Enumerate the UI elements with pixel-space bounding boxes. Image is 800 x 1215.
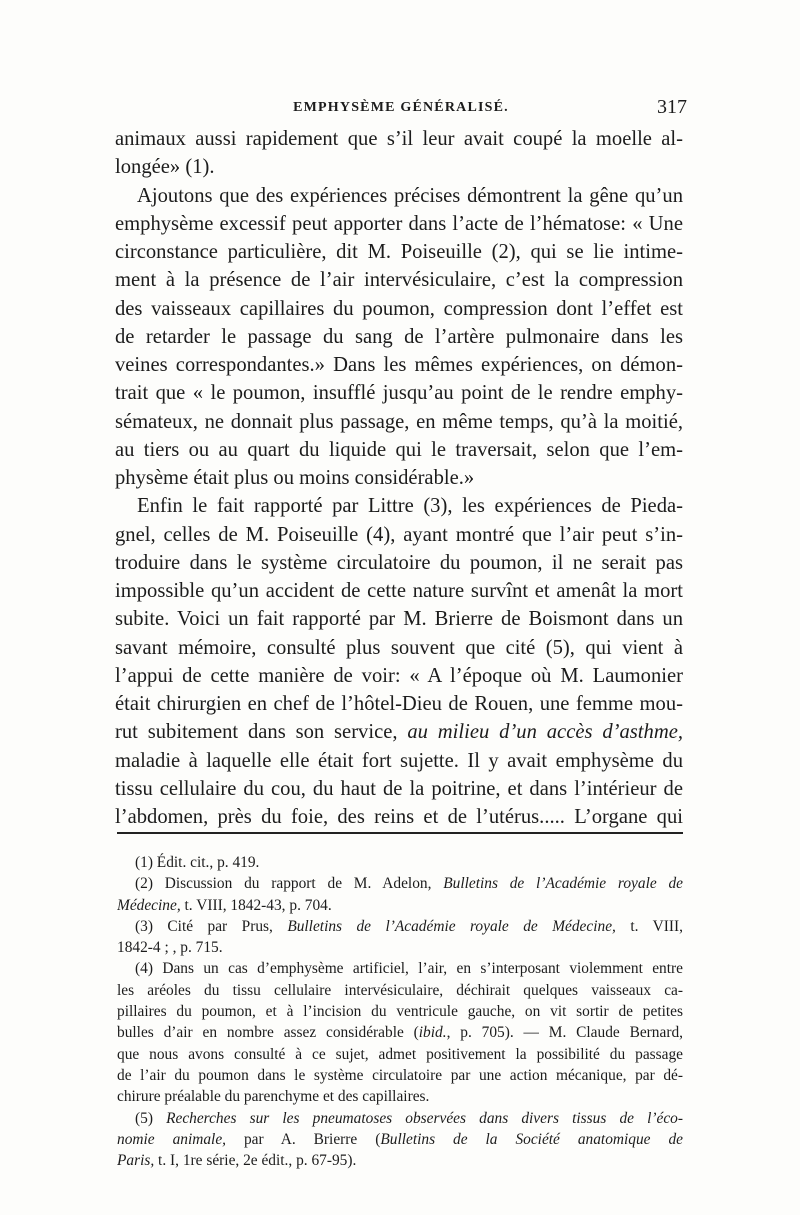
text-line — [115, 634, 683, 662]
text-segment: Enfin le fait rapporté par Littre (3), les expériences de Pieda- — [137, 495, 683, 518]
italic-text: Médecine — [117, 896, 177, 914]
text-segment: t. VIII, — [615, 917, 683, 935]
text-line — [115, 605, 683, 633]
footnote-line — [117, 937, 683, 958]
text-segment: , t. VIII, 1842-43, p. 704. — [176, 896, 332, 914]
text-segment: rut subitement dans son service, — [115, 721, 408, 744]
footnote-line — [117, 980, 683, 1001]
italic-text: Paris, — [117, 1152, 155, 1170]
text-line — [115, 153, 683, 181]
text-segment: trait que « le poumon, insufflé jusqu’au point de le rendre emphy- — [115, 382, 683, 405]
text-segment: emphysème excessif peut apporter dans l’acte de l’hématose: « Une — [115, 212, 683, 235]
text-segment: que nous avons consulté à ce sujet, admet positivement la possibilité du passage — [117, 1045, 683, 1063]
text-segment: circonstance particulière, dit M. Poiseuille (2), qui se lie intime- — [115, 241, 683, 263]
text-line — [115, 323, 683, 351]
footnote-line — [117, 1065, 683, 1086]
text-segment: bulles d’air en nombre assez considérable ( — [117, 1024, 419, 1042]
text-line — [115, 747, 683, 775]
text-segment: pillaires du poumon, et à l’incision du ventricule gauche, on vit sortir de petites — [117, 1003, 683, 1021]
footnote-line — [117, 1086, 683, 1107]
italic-text: au milieu d’un accès d’asthme, — [407, 721, 683, 744]
text-segment: l’appui de cette manière de voir: « A l’époque où M. Laumonier — [115, 664, 683, 687]
text-segment: (5) — [135, 1109, 167, 1127]
text-line — [115, 521, 683, 549]
text-line — [115, 238, 683, 266]
text-segment: (3) Cité par Prus, — [135, 917, 288, 935]
main-text — [115, 125, 683, 831]
text-segment: de retarder le passage du sang de l’artère pulmonaire dans les — [115, 325, 683, 348]
text-segment: par A. Brierre ( — [226, 1130, 381, 1148]
text-segment: subite. Voici un fait rapporté par M. Brierre de Boismont dans un — [115, 608, 683, 631]
text-segment: 1842-4 ; , p. 715. — [117, 939, 223, 957]
text-line — [115, 577, 683, 605]
text-line — [115, 464, 683, 492]
text-segment: les aréoles du tissu cellulaire intervésiculaire, déchirait quelques vaisseaux ca- — [117, 981, 683, 999]
footnote-line — [117, 1022, 683, 1043]
text-line — [115, 408, 683, 436]
text-segment: Ajoutons que des expériences précises démontrent la gêne qu’un — [137, 184, 683, 207]
text-segment: (4) Dans un cas d’emphysème artificiel, l’air, en s’interposant violemment entre — [135, 960, 683, 978]
footnote-line — [117, 1108, 683, 1129]
footnote-line — [117, 958, 683, 979]
page-header — [115, 96, 687, 120]
text-segment: longée» (1). — [115, 156, 215, 179]
text-line — [115, 295, 683, 323]
text-line — [115, 775, 683, 803]
italic-text: ibid. — [418, 1024, 447, 1042]
text-line — [115, 125, 683, 153]
text-segment: , p. 705). — M. Claude Bernard, — [446, 1024, 683, 1042]
text-segment: ment à la présence de l’air intervésiculaire, c’est la compression — [115, 269, 683, 292]
footnote-line — [117, 852, 683, 873]
footnote-line — [117, 1129, 683, 1150]
text-line — [115, 549, 683, 577]
text-line — [115, 266, 683, 294]
text-segment: animaux aussi rapidement que s’il leur avait coupé la moelle al- — [115, 128, 683, 150]
footnote-line — [117, 916, 683, 937]
text-line — [115, 690, 683, 718]
text-segment: (1) Édit. cit., p. 419. — [135, 854, 260, 871]
text-line — [115, 182, 683, 210]
text-line — [115, 492, 683, 520]
text-segment: impossible qu’un accident de cette nature survînt et amenât la mort — [115, 580, 683, 602]
text-segment: (2) Discussion du rapport de M. Adelon, — [135, 875, 444, 893]
text-segment: troduire dans le système circulatoire du poumon, il ne serait pas — [115, 551, 683, 574]
footnote-line — [117, 1001, 683, 1022]
italic-text: Recherches sur les pneumatoses observées dans divers tissus de l’éco- — [166, 1109, 683, 1127]
text-line — [115, 351, 683, 379]
text-segment: au tiers ou au quart du liquide qui le traversait, selon que l’em- — [115, 438, 683, 461]
text-line — [115, 379, 683, 407]
footnote-line — [117, 873, 683, 894]
text-line — [115, 803, 683, 831]
text-line — [115, 436, 683, 464]
footnote-line — [117, 895, 683, 916]
italic-text: Bulletins de l’Académie royale de Médecine, — [287, 917, 616, 935]
text-segment: des vaisseaux capillaires du poumon, compression dont l’effet est — [115, 297, 683, 320]
text-segment: de l’air du poumon dans le système circulatoire par une action mécanique, par dé- — [117, 1066, 683, 1084]
text-segment: savant mémoire, consulté plus souvent que cité (5), qui vient à — [115, 636, 683, 659]
text-segment: t. I, 1re série, 2e édit., p. 67-95). — [154, 1152, 357, 1170]
text-segment: gnel, celles de M. Poiseuille (4), ayant montré que l’air peut s’in- — [115, 523, 683, 546]
text-segment: maladie à laquelle elle était fort sujette. Il y avait emphysème du — [115, 749, 683, 772]
text-line — [115, 210, 683, 238]
italic-text: Bulletins de la Société anatomique de — [380, 1130, 683, 1148]
footnotes — [117, 852, 683, 1171]
text-segment: sémateux, ne donnait plus passage, en même temps, qu’à la moitié, — [115, 410, 683, 433]
footnote-line — [117, 1044, 683, 1065]
italic-text: nomie animale, — [117, 1130, 227, 1148]
page-number: 317 — [657, 96, 687, 118]
footnote-separator — [117, 832, 683, 834]
text-segment: tissu cellulaire du cou, du haut de la poitrine, et dans l’intérieur de — [115, 777, 683, 800]
text-segment: était chirurgien en chef de l’hôtel-Dieu de Rouen, une femme mou- — [115, 693, 683, 715]
running-title: EMPHYSÈME GÉNÉRALISÉ. — [293, 100, 509, 115]
text-segment: physème était plus ou moins considérable.» — [115, 467, 475, 489]
text-line — [115, 718, 683, 746]
footnote-line — [117, 1150, 683, 1171]
text-segment: l’abdomen, près du foie, des reins et de l’utérus..... L’organe qui — [115, 806, 683, 828]
text-segment: veines correspondantes.» Dans les mêmes expériences, on démon- — [115, 354, 683, 376]
text-segment: chirure préalable du parenchyme et des capillaires. — [117, 1088, 430, 1106]
text-line — [115, 662, 683, 690]
italic-text: Bulletins de l’Académie royale de — [443, 875, 683, 893]
